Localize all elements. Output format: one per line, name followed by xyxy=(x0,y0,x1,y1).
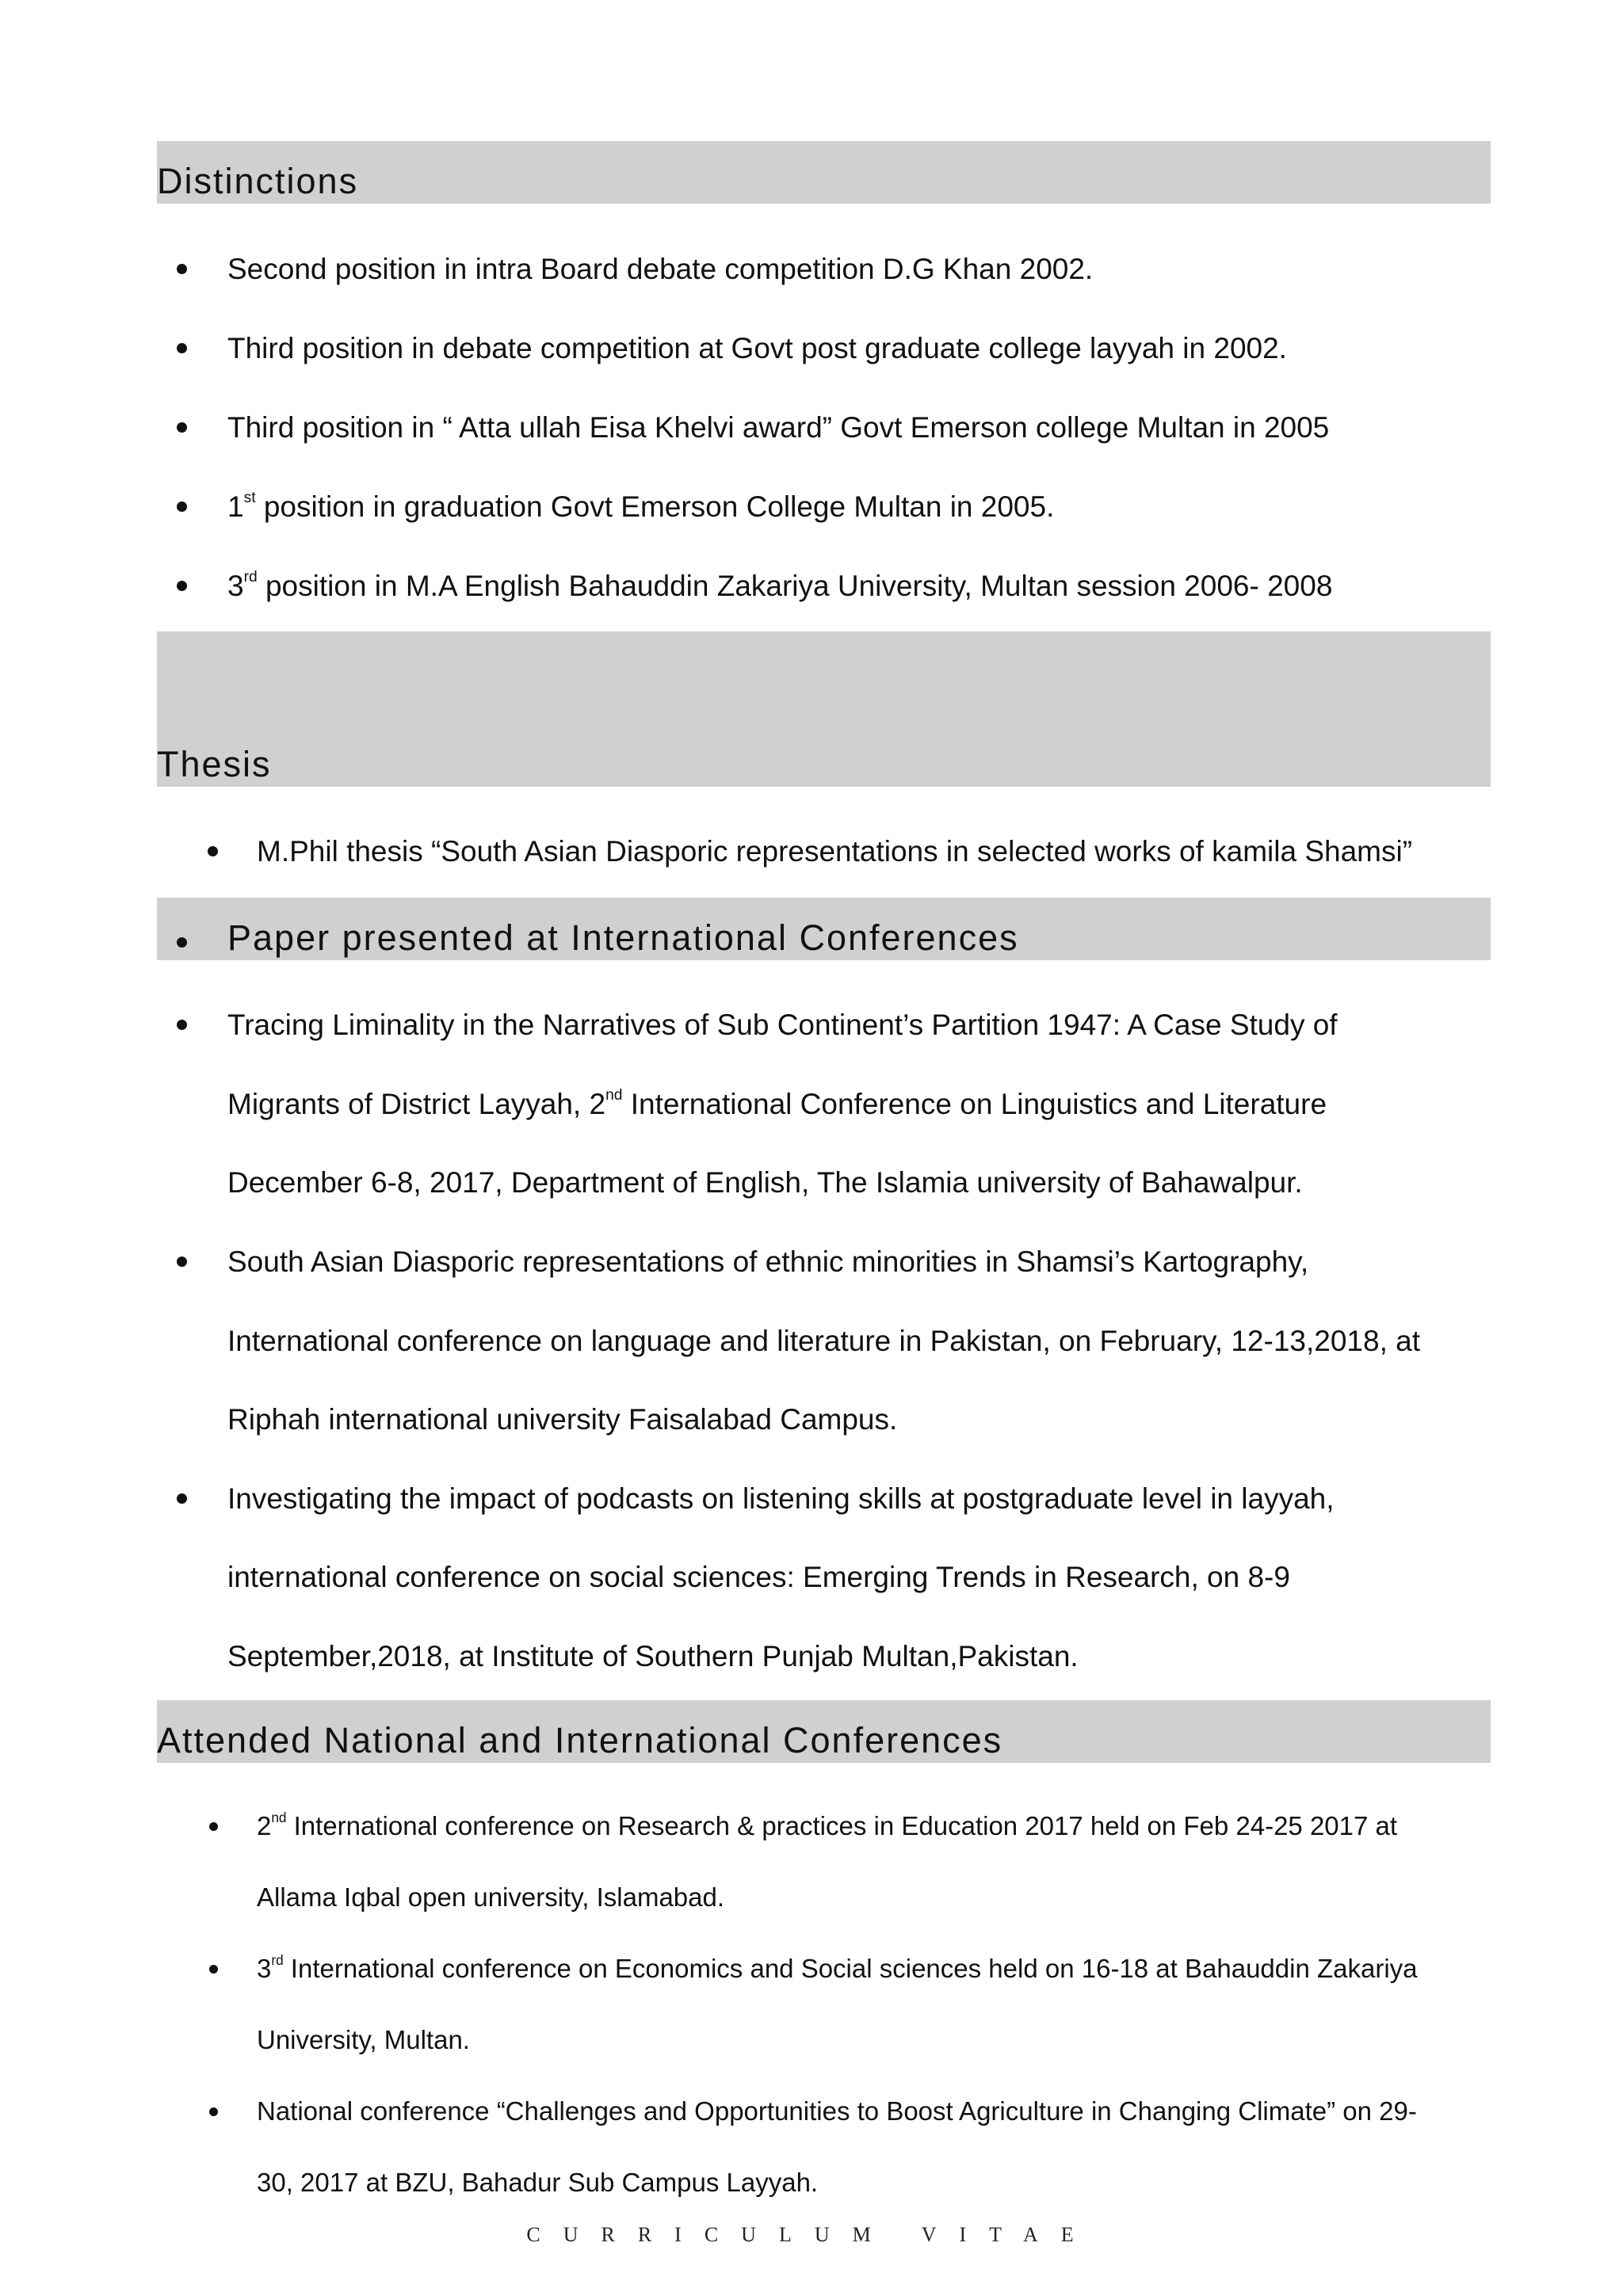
thesis-heading: Thesis xyxy=(157,744,272,784)
paper-line: December 6-8, 2017, Department of English, The Islamia university of Bahawalpur. xyxy=(227,1166,1303,1199)
paper-line: Tracing Liminality in the Narratives of Sub Continent’s Partition 1947: A Case Study of xyxy=(227,1009,1338,1041)
bullet-icon xyxy=(177,502,187,512)
papers-heading: Paper presented at International Conferences xyxy=(227,917,1019,958)
paper-line: International conference on language and literature in Pakistan, on February, 12-13,2018, at xyxy=(227,1325,1420,1357)
paper-line: Investigating the impact of podcasts on listening skills at postgraduate level in layyah, xyxy=(227,1482,1335,1515)
bullet-icon xyxy=(177,1493,187,1504)
bullet-icon xyxy=(177,422,187,433)
bullet-icon xyxy=(209,1965,218,1974)
distinction-item: Third position in debate competition at Govt post graduate college layyah in 2002. xyxy=(227,332,1287,364)
distinction-item: 3rd position in M.A English Bahauddin Zakariya University, Multan session 2006- 2008 xyxy=(227,568,1333,602)
attended-line: Allama Iqbal open university, Islamabad. xyxy=(257,1882,725,1912)
page-footer: CURRICULUM VITAE xyxy=(526,2223,1097,2246)
bullet-icon xyxy=(177,937,187,948)
attended-line: University, Multan. xyxy=(257,2025,470,2054)
bullet-icon xyxy=(177,581,187,591)
distinctions-header-band xyxy=(157,141,1491,204)
attended-line: 2nd International conference on Research & practices in Education 2017 held on Feb 24-25 2017 at xyxy=(257,1809,1398,1840)
distinction-item: Third position in “ Atta ullah Eisa Khelvi award” Govt Emerson college Multan in 2005 xyxy=(227,411,1330,444)
bullet-icon xyxy=(177,1257,187,1267)
attended-header-band xyxy=(157,1700,1491,1763)
bullet-icon xyxy=(208,846,218,856)
attended-line: National conference “Challenges and Opportunities to Boost Agriculture in Changing Climate” on 29- xyxy=(257,2096,1417,2126)
thesis-item: M.Phil thesis “South Asian Diasporic representations in selected works of kamila Shamsi” xyxy=(257,835,1413,868)
paper-line: Riphah international university Faisalabad Campus. xyxy=(227,1403,898,1436)
distinction-item: 1st position in graduation Govt Emerson College Multan in 2005. xyxy=(227,489,1055,523)
bullet-icon xyxy=(177,343,187,353)
thesis-header-band xyxy=(157,631,1491,787)
bullet-icon xyxy=(177,264,187,274)
attended-line: 3rd International conference on Economics and Social sciences held on 16-18 at Bahauddin Zakariya xyxy=(257,1951,1418,1983)
paper-line: September,2018, at Institute of Southern Punjab Multan,Pakistan. xyxy=(227,1640,1079,1672)
bullet-icon xyxy=(209,1822,218,1831)
paper-line: international conference on social sciences: Emerging Trends in Research, on 8-9 xyxy=(227,1561,1290,1593)
attended-line: 30, 2017 at BZU, Bahadur Sub Campus Layyah. xyxy=(257,2168,819,2197)
paper-line: South Asian Diasporic representations of ethnic minorities in Shamsi’s Kartography, xyxy=(227,1245,1309,1278)
bullet-icon xyxy=(209,2107,218,2116)
papers-header-band xyxy=(157,898,1491,960)
attended-heading: Attended National and International Conferences xyxy=(157,1720,1003,1760)
bullet-icon xyxy=(177,1020,187,1030)
distinction-item: Second position in intra Board debate competition D.G Khan 2002. xyxy=(227,253,1094,285)
distinctions-heading: Distinctions xyxy=(157,161,359,201)
paper-line: Migrants of District Layyah, 2nd International Conference on Linguistics and Literature xyxy=(227,1086,1327,1120)
